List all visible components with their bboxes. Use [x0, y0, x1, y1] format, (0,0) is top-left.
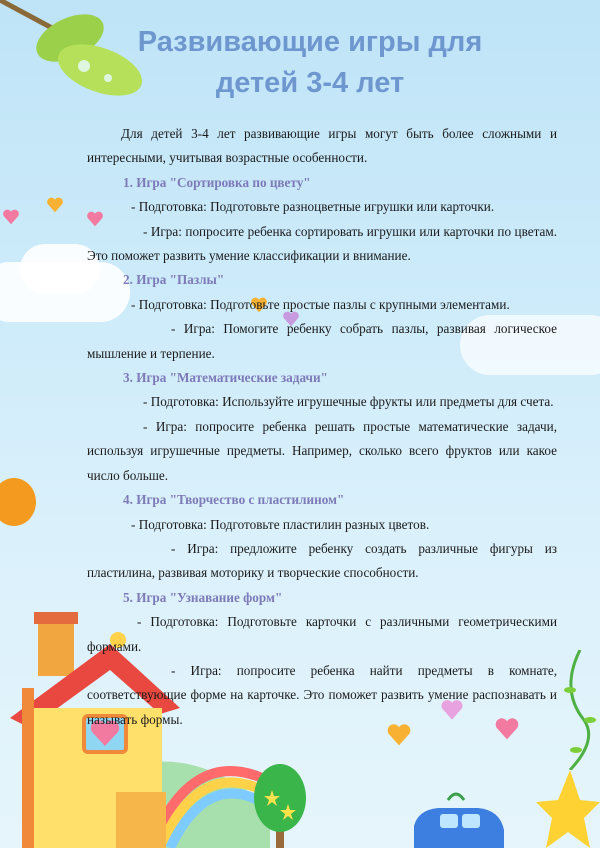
game-prep: - Подготовка: Подготовьте разноцветные игрушки или карточки.: [131, 199, 495, 215]
game-play: - Игра: попросите ребенка сортировать игрушки или карточки по цветам. Это поможет развить умение классификации и внимание.: [87, 223, 557, 264]
game-prep: - Подготовка: Подготовьте простые пазлы с крупными элементами.: [131, 296, 510, 312]
game-heading: 2. Игра "Пазлы": [123, 272, 225, 288]
heart-balloon-icon: [2, 208, 20, 226]
game-play: - Игра: Помогите ребенку собрать пазлы, развивая логическое мышление и терпение.: [87, 321, 557, 361]
title-line-2: детей 3-4 лет: [215, 67, 405, 99]
intro-paragraph: Для детей 3-4 лет развивающие игры могут быть более сложными и интересными, учитывая возрастные особенности.: [87, 126, 557, 166]
game-prep: - Подготовка: Подготовьте карточки с различными геометрическими формами.: [87, 614, 557, 654]
game-prep: - Подготовка: Используйте игрушечные фрукты или предметы для счета.: [143, 394, 554, 410]
game-prep: - Подготовка: Подготовьте пластилин разных цветов.: [131, 516, 430, 532]
game-play: - Игра: попросите ребенка найти предметы в комнате, соответствующие форме на карточке. Это поможет развить умение распознавать и называть формы.: [87, 662, 557, 727]
game-heading: 4. Игра "Творчество с пластилином": [123, 492, 345, 508]
game-heading: 5. Игра "Узнавание форм": [123, 589, 283, 605]
title-line-1: Развивающие игры для: [137, 26, 483, 58]
game-heading: 3. Игра "Математические задачи": [123, 370, 328, 386]
article-body: [87, 122, 557, 732]
game-play: - Игра: попросите ребенка решать простые математические задачи, используя игрушечные предметы. Например, сколько всего фруктов или какое число больше.: [87, 418, 557, 483]
tree-illustration: [250, 760, 310, 848]
balloon-orange: [0, 478, 38, 538]
game-heading: 1. Игра "Сортировка по цвету": [123, 174, 311, 190]
page-title: [90, 22, 530, 104]
game-play: - Игра: предложите ребенку создать различные фигуры из пластилина, развивая моторику и творческие способности.: [87, 540, 557, 581]
car-illustration: [408, 790, 508, 848]
heart-balloon-icon: [46, 196, 64, 214]
star-illustration: [520, 760, 600, 848]
